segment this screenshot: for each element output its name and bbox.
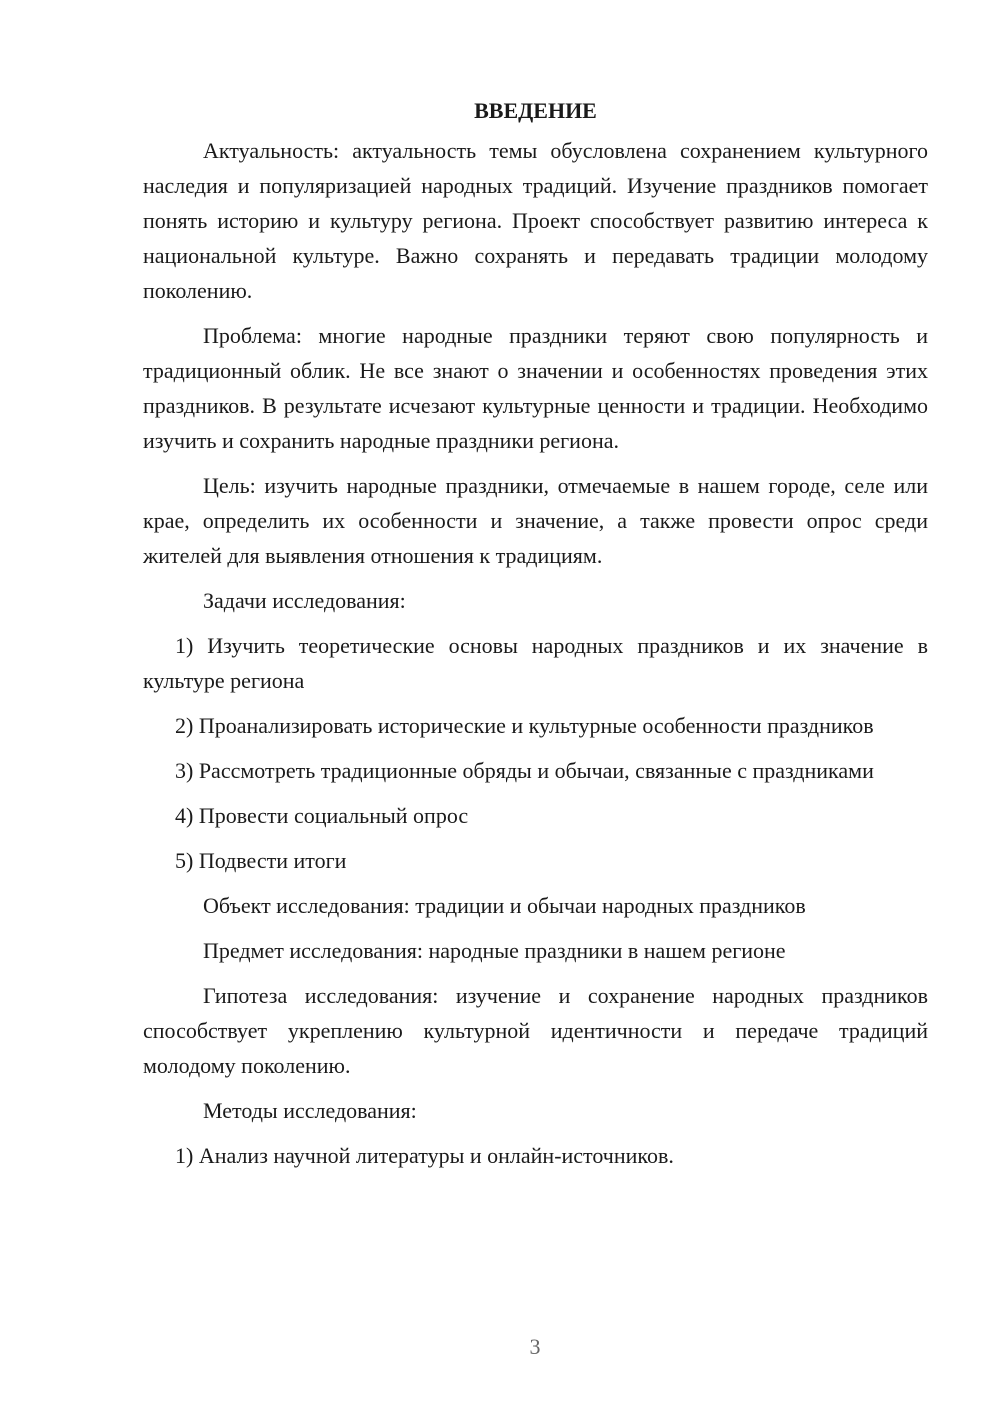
relevance-paragraph: Актуальность: актуальность темы обусловлена сохранением культурного наследия и популяризацией народных традиций. Изучение праздников помогает понять историю и культуру региона. Проект способствует развитию интереса к национальной культуре. Важно сохранять и передавать традиции молодому поколению. (143, 138, 928, 303)
document-page (143, 96, 928, 1183)
task-item-4: 4) Провести социальный опрос (175, 803, 469, 828)
task-item-3: 3) Рассмотреть традиционные обряды и обычаи, связанные с праздниками (175, 758, 874, 783)
tasks-heading: Задачи исследования: (203, 588, 406, 613)
methods-heading: Методы исследования: (203, 1098, 417, 1123)
task-item-2: 2) Проанализировать исторические и культурные особенности праздников (175, 713, 874, 738)
goal-paragraph: Цель: изучить народные праздники, отмечаемые в нашем городе, селе или крае, определить их особенности и значение, а также провести опрос среди жителей для выявления отношения к традициям. (143, 473, 928, 568)
problem-paragraph: Проблема: многие народные праздники теряют свою популярность и традиционный облик. Не все знают о значении и особенностях проведения этих праздников. В результате исчезают культурные ценности и традиции. Необходимо изучить и сохранить народные праздники региона. (143, 323, 928, 453)
task-item-5: 5) Подвести итоги (175, 848, 347, 873)
hypothesis-paragraph: Гипотеза исследования: изучение и сохранение народных праздников способствует укреплению культурной идентичности и передаче традиций молодому поколению. (143, 983, 928, 1078)
method-item-1: 1) Анализ научной литературы и онлайн-источников. (175, 1143, 674, 1168)
page-number: 3 (529, 1334, 541, 1359)
object-paragraph: Объект исследования: традиции и обычаи народных праздников (203, 893, 806, 918)
subject-paragraph: Предмет исследования: народные праздники в нашем регионе (203, 938, 786, 963)
page-title: ВВЕДЕНИЕ (474, 98, 597, 123)
task-item-1: 1) Изучить теоретические основы народных праздников и их значение в культуре региона (143, 633, 928, 693)
